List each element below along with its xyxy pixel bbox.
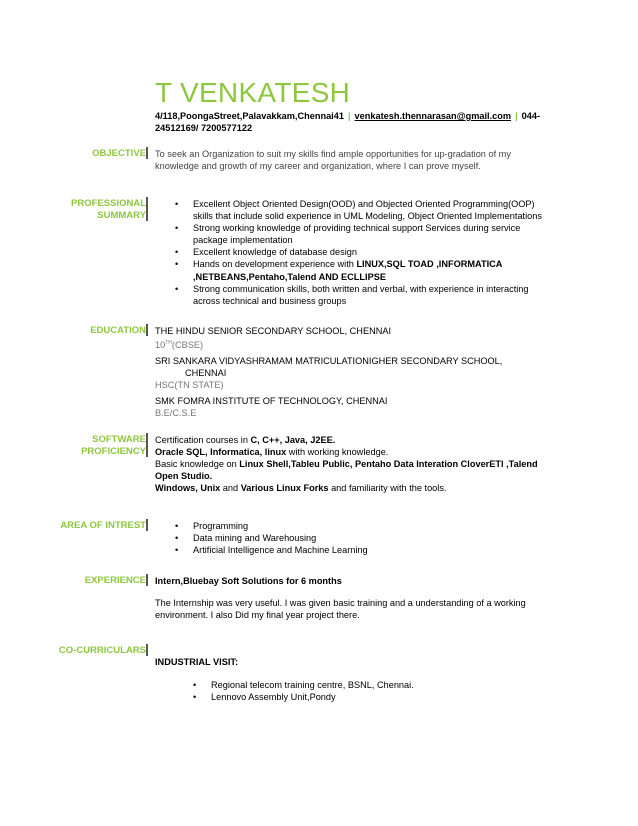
software-row	[155, 434, 565, 446]
school-name: SRI SANKARA VIDYASHRAMAM MATRICULATIONIGHER SECONDARY SCHOOL,	[155, 356, 503, 367]
contact-line	[155, 110, 555, 134]
software-row	[155, 458, 565, 470]
software-block	[155, 434, 565, 494]
list-item	[175, 246, 575, 258]
list-item	[175, 222, 575, 246]
summary-label	[71, 198, 146, 222]
experience-text: environment. I also Did my final year project there.	[155, 610, 360, 620]
section-divider	[146, 197, 148, 221]
item-bold: ,NETBEANS,Pentaho,Talend AND ECLLIPSE	[193, 271, 386, 282]
text: and	[220, 483, 241, 493]
text: and familiarity with the tools.	[328, 483, 447, 493]
grade-number: 10	[155, 340, 166, 351]
section-divider	[146, 644, 148, 656]
interest-list	[175, 520, 575, 556]
bold-text: Windows, Unix	[155, 483, 221, 493]
objective-text	[155, 148, 511, 172]
experience-text: The Internship was very useful. I was given basic training and a understanding of a working	[155, 598, 526, 608]
item-text: package implementation	[193, 235, 293, 246]
education-label: EDUCATION	[90, 325, 146, 336]
separator: |	[347, 111, 351, 121]
school-city: CHENNAI	[185, 368, 227, 379]
cocurricular-label: CO-CURRICULARS	[58, 645, 146, 656]
software-label-line: PROFICIENCY	[81, 446, 146, 457]
candidate-name: T VENKATESH	[155, 77, 351, 108]
text: Basic knowledge on	[155, 459, 240, 469]
list-item: • Regional telecom training centre, BSNL, Chennai.	[193, 679, 573, 691]
section-divider	[146, 574, 148, 586]
cocurricular-title: INDUSTRIAL VISIT:	[155, 657, 239, 667]
section-divider	[146, 433, 148, 457]
section-divider	[146, 519, 148, 531]
experience-title: Intern,Bluebay Soft Solutions for 6 months	[155, 576, 342, 586]
objective-label: OBJECTIVE	[92, 148, 146, 159]
summary-list	[175, 198, 575, 307]
email-link[interactable]: venkatesh.thennarasan@gmail.com	[354, 111, 512, 121]
item-text: Strong working knowledge of providing technical support Services during service	[193, 223, 521, 234]
interest-label: AREA OF INTREST	[60, 520, 146, 531]
phone-part1: 044-	[521, 111, 541, 121]
software-row	[155, 482, 565, 494]
address: 4/118,PoongaStreet,Palavakkam,Chennai41	[155, 111, 344, 121]
cocurricular-list	[193, 679, 573, 703]
software-label	[81, 434, 146, 458]
list-item: • Data mining and Warehousing	[175, 532, 575, 544]
school-degree: B.E/C.S.E	[155, 408, 197, 419]
experience-label: EXPERIENCE	[84, 575, 146, 586]
bold-text: C, C++, Java, J2EE.	[250, 435, 336, 445]
item-text: Hands on development experience with	[193, 259, 357, 270]
item-text: Excellent knowledge of database design	[193, 247, 357, 258]
software-label-line: SOFTWARE	[92, 434, 146, 445]
separator: |	[515, 111, 518, 121]
school-name: THE HINDU SENIOR SECONDARY SCHOOL, CHENNAI	[155, 326, 392, 336]
list-item: • Artificial Intelligence and Machine Learning	[175, 544, 575, 556]
experience-block	[155, 575, 565, 621]
item-text: skills that include solid experience in UML Modeling, Object Oriented Implementations	[193, 211, 542, 222]
objective-line: To seek an Organization to suit my skills find ample opportunities for up-gradation of my	[155, 149, 511, 159]
item-text: across technical and business groups	[193, 295, 347, 306]
list-item	[175, 283, 575, 307]
item-bold: LINUX,SQL TOAD ,INFORMATICA	[356, 259, 503, 270]
list-item	[175, 198, 575, 222]
item-text: Strong communication skills, both written and verbal, with experience in interacting	[193, 283, 529, 294]
grade-sup: TH	[165, 340, 172, 346]
software-row	[155, 446, 565, 458]
list-item: • Lennovo Assembly Unit,Pondy	[193, 691, 573, 703]
item-text: Excellent Object Oriented Design(OOD) and Objected Oriented Programming(OOP)	[193, 199, 535, 209]
bold-text: Oracle SQL, Informatica, linux	[155, 447, 287, 457]
section-divider	[146, 324, 148, 336]
school-grade	[155, 337, 502, 351]
text: with working knowledge.	[286, 447, 389, 457]
summary-label-line: SUMMARY	[97, 210, 146, 221]
text: Certification courses in	[155, 435, 251, 445]
objective-line: knowledge and growth of my career and organization, where I can prove myself.	[155, 161, 481, 171]
software-row	[155, 470, 565, 482]
section-divider	[146, 147, 148, 159]
school-name: SMK FOMRA INSTITUTE OF TECHNOLOGY, CHENNAI	[155, 396, 388, 407]
list-item	[175, 258, 575, 282]
school-board: HSC(TN STATE)	[155, 380, 224, 391]
education-block	[155, 325, 502, 419]
bold-text: Various Linux Forks	[240, 483, 329, 493]
bold-text: Open Studio.	[155, 471, 213, 481]
list-item: • Programming	[175, 520, 575, 532]
bold-text: Linux Shell,Tableu Public, Pentaho Data Interation CloverETl ,Talend	[239, 459, 538, 469]
summary-label-line: PROFESSIONAL	[71, 198, 146, 209]
board: (CBSE)	[171, 340, 204, 351]
phone-part2: 24512169/ 7200577122	[155, 123, 253, 133]
